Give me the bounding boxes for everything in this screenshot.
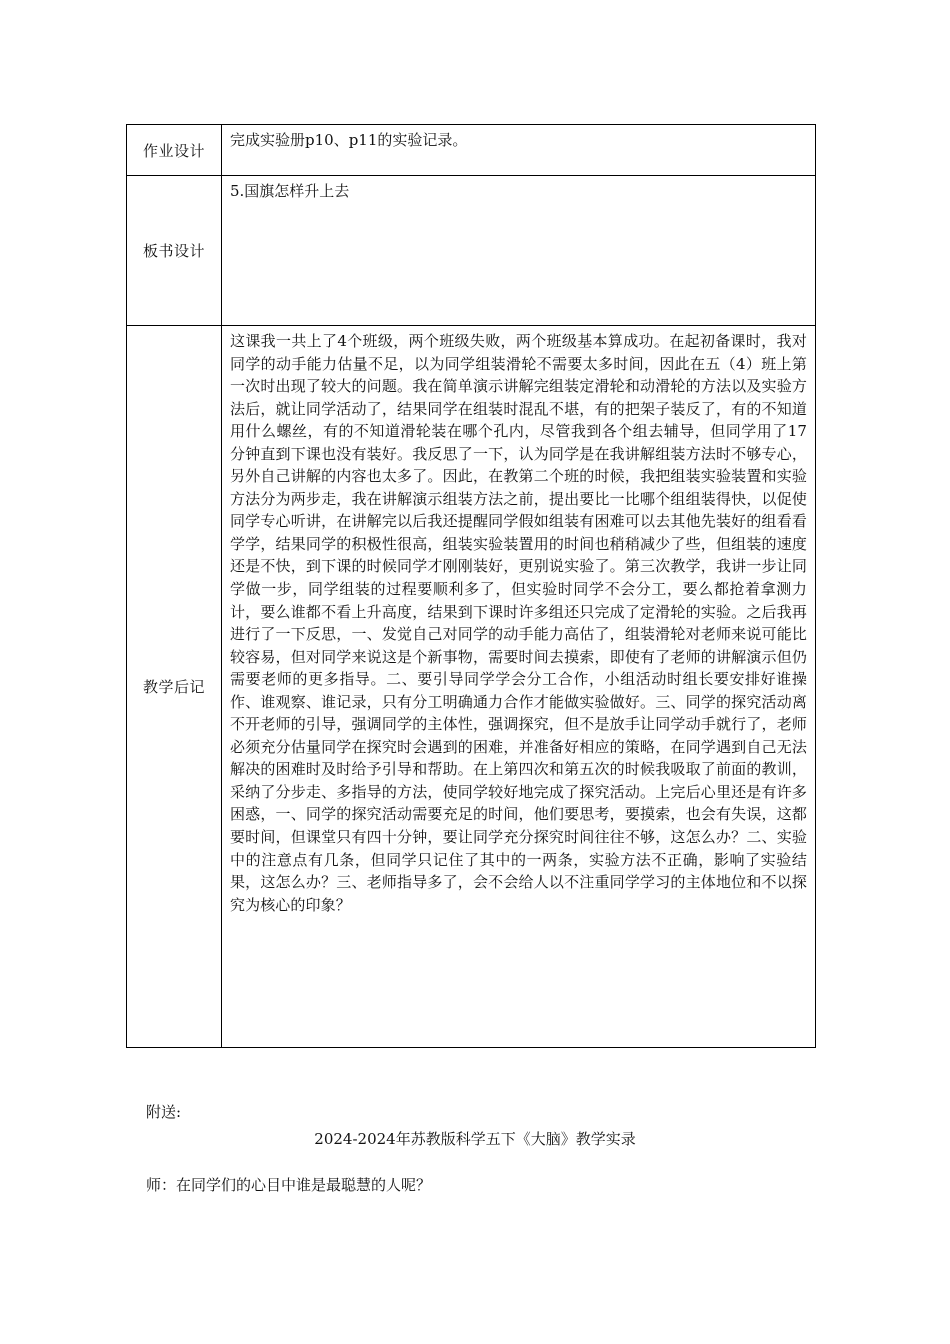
reflection-row — [127, 326, 816, 1048]
board-label: 板书设计 — [127, 176, 222, 326]
board-content — [222, 176, 816, 326]
appendix-label: 附送: — [146, 1103, 182, 1121]
reflection-content — [222, 326, 816, 1048]
reflection-label: 教学后记 — [127, 326, 222, 1048]
appendix-title: 2024-2024年苏教版科学五下《大脑》教学实录 — [314, 1130, 636, 1148]
lesson-table — [126, 124, 816, 1048]
board-row — [127, 176, 816, 326]
homework-row — [127, 125, 816, 176]
appendix-first-line: 师：在同学们的心目中谁是最聪慧的人呢？ — [146, 1176, 432, 1194]
reflection-text: 这课我一共上了4个班级，两个班级失败，两个班级基本算成功。在起初备课时，我对同学的动手能力估量不足，以为同学组装滑轮不需要太多时间，因此在五（4）班上第一次时出现了较大的问题。我在简单演示讲解完组装定滑轮和动滑轮的方法以及实验方法后，就让同学活动了，结果同学在组装时混乱不堪，有的把架子装反了，有的不知道用什么螺丝，有的不知道滑轮装在哪个孔内，尽管我到各个组去辅导，但同学用了17分钟直到下课也没有装好。我反思了一下，认为同学是在我讲解组装方法时不够专心，另外自己讲解的内容也太多了。因此，在教第二个班的时候，我把组装实验装置和实验方法分为两步走，我在讲解演示组装方法之前，提出要比一比哪个组组装得快，以促使同学专心听讲，在讲解完以后我还提醒同学假如组装有困难可以去其他先装好的组看看学学，结果同学的积极性很高，组装实验装置用的时间也稍稍减少了些，但组装的速度还是不快，到下课的时候同学才刚刚装好，更别说实验了。第三次教学，我讲一步让同学做一步，同学组装的过程要顺利多了，但实验时同学不会分工，要么都抢着拿测力计，要么谁都不看上升高度，结果到下课时许多组还只完成了定滑轮的实验。之后我再进行了一下反思，一、发觉自己对同学的动手能力高估了，组装滑轮对老师来说可能比较容易，但对同学来说这是个新事物，需要时间去摸索，即使有了老师的讲解演示但仍需要老师的更多指导。二、要引导同学学会分工合作，小组活动时组长要安排好谁操作、谁观察、谁记录，只有分工明确通力合作才能做实验做好。三、同学的探究活动离不开老师的引导，强调同学的主体性，强调探究，但不是放手让同学动手就行了，老师必须充分估量同学在探究时会遇到的困难，并准备好相应的策略，在同学遇到自己无法解决的困难时及时给予引导和帮助。在上第四次和第五次的时候我吸取了前面的教训，采纳了分步走、多指导的方法，使同学较好地完成了探究活动。上完后心里还是有许多困惑，一、同学的探究活动需要充足的时间，他们要思考，要摸索，也会有失误，这都要时间，但课堂只有四十分钟，要让同学充分探究时间往往不够，这怎么办？二、实验中的注意点有几条，但同学只记住了其中的一两条，实验方法不正确，影响了实验结果，这怎么办？三、老师指导多了，会不会给人以不注重同学学习的主体地位和不以探究为核心的印象？ — [230, 332, 807, 914]
homework-text: 完成实验册p10、p11的实验记录。 — [230, 131, 468, 149]
board-text: 5.国旗怎样升上去 — [230, 182, 350, 200]
homework-label: 作业设计 — [127, 125, 222, 176]
homework-content — [222, 125, 816, 176]
